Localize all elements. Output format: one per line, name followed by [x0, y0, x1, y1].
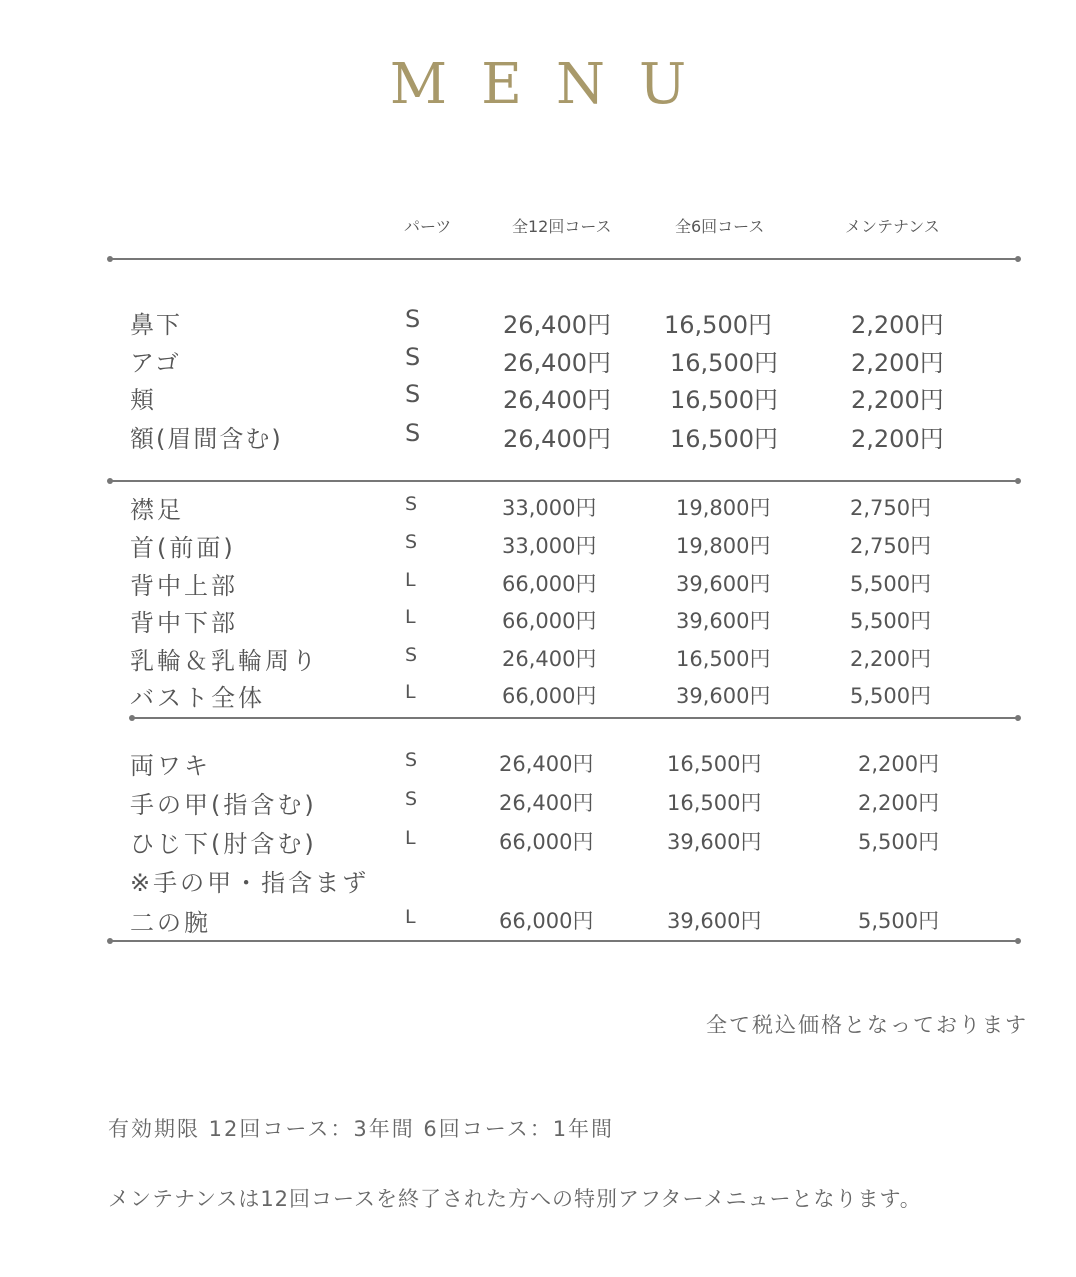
part-size: S — [405, 749, 418, 771]
table-row — [0, 305, 1076, 341]
part-name: 両ワキ — [130, 752, 211, 780]
price-maintenance: 2,200円 — [850, 647, 932, 671]
price-6: 16,500円 — [676, 647, 771, 671]
price-12: 33,000円 — [502, 534, 597, 558]
price-maintenance: 2,200円 — [858, 791, 940, 815]
price-6: 16,500円 — [667, 752, 762, 776]
part-note: ※手の甲・指含まず — [130, 869, 370, 897]
price-6: 39,600円 — [676, 684, 771, 708]
price-maintenance: 5,500円 — [858, 909, 940, 933]
price-12: 26,400円 — [503, 425, 611, 453]
price-maintenance: 2,200円 — [851, 425, 944, 453]
part-name: ひじ下(肘含む) — [130, 830, 317, 858]
price-12: 26,400円 — [503, 386, 611, 414]
menu-title: MENU — [389, 52, 721, 117]
part-name: 乳輪＆乳輪周り — [130, 647, 319, 675]
table-row — [0, 785, 1076, 821]
maintenance-note: メンテナンスは12回コースを終了された方への特別アフターメニューとなります。 — [108, 1187, 922, 1211]
part-size: L — [405, 681, 416, 703]
header-parts: パーツ — [404, 217, 452, 236]
table-row — [0, 490, 1076, 526]
tax-note: 全て税込価格となっております — [706, 1013, 1028, 1037]
price-12: 26,400円 — [499, 791, 594, 815]
part-name: 頬 — [130, 386, 156, 414]
header-maintenance: メンテナンス — [845, 217, 940, 236]
divider-header — [110, 258, 1018, 260]
part-name: 額(眉間含む) — [130, 425, 283, 453]
part-size: S — [405, 380, 421, 408]
price-maintenance: 5,500円 — [850, 609, 932, 633]
part-name: 背中下部 — [130, 609, 238, 637]
price-12: 66,000円 — [499, 909, 594, 933]
table-row — [0, 863, 1076, 899]
part-size: S — [405, 343, 421, 371]
price-12: 26,400円 — [503, 349, 611, 377]
table-row — [0, 419, 1076, 455]
price-maintenance: 2,200円 — [858, 752, 940, 776]
price-12: 66,000円 — [502, 572, 597, 596]
price-12: 66,000円 — [499, 830, 594, 854]
price-maintenance: 5,500円 — [850, 572, 932, 596]
part-size: S — [405, 493, 418, 515]
table-row — [0, 343, 1076, 379]
price-6: 16,500円 — [670, 425, 778, 453]
table-row — [0, 603, 1076, 639]
part-name: 背中上部 — [130, 572, 238, 600]
part-size: S — [405, 644, 418, 666]
price-12: 66,000円 — [502, 609, 597, 633]
price-6: 16,500円 — [670, 349, 778, 377]
price-12: 26,400円 — [499, 752, 594, 776]
price-maintenance: 5,500円 — [858, 830, 940, 854]
price-6: 39,600円 — [676, 572, 771, 596]
validity-note: 有効期限 12回コース：3年間 6回コース：1年間 — [108, 1117, 615, 1141]
part-size: S — [405, 305, 421, 333]
part-name: アゴ — [130, 349, 181, 377]
table-row — [0, 566, 1076, 602]
price-6: 39,600円 — [667, 830, 762, 854]
table-row — [0, 903, 1076, 939]
price-6: 19,800円 — [676, 496, 771, 520]
header-course6: 全6回コース — [675, 217, 765, 236]
table-row — [0, 746, 1076, 782]
table-row — [0, 380, 1076, 416]
part-name: 二の腕 — [130, 909, 211, 937]
part-name: 襟足 — [130, 496, 184, 524]
part-size: S — [405, 419, 421, 447]
part-size: S — [405, 531, 418, 553]
table-row — [0, 528, 1076, 564]
part-name: バスト全体 — [130, 684, 265, 712]
price-6: 39,600円 — [676, 609, 771, 633]
price-maintenance: 2,750円 — [850, 496, 932, 520]
price-6: 16,500円 — [670, 386, 778, 414]
part-size: L — [405, 569, 416, 591]
price-6: 19,800円 — [676, 534, 771, 558]
price-maintenance: 5,500円 — [850, 684, 932, 708]
part-name: 手の甲(指含む) — [130, 791, 317, 819]
part-size: S — [405, 788, 418, 810]
price-12: 66,000円 — [502, 684, 597, 708]
price-maintenance: 2,200円 — [851, 311, 944, 339]
price-12: 26,400円 — [502, 647, 597, 671]
table-row — [0, 678, 1076, 714]
price-maintenance: 2,200円 — [851, 349, 944, 377]
divider-group3 — [110, 940, 1018, 942]
part-size: L — [405, 606, 416, 628]
price-6: 16,500円 — [664, 311, 772, 339]
price-6: 39,600円 — [667, 909, 762, 933]
price-6: 16,500円 — [667, 791, 762, 815]
divider-group2 — [132, 717, 1018, 719]
part-name: 鼻下 — [130, 311, 182, 339]
divider-group1 — [110, 480, 1018, 482]
price-12: 26,400円 — [503, 311, 611, 339]
part-size: L — [405, 827, 416, 849]
table-row — [0, 824, 1076, 860]
part-name: 首(前面) — [130, 534, 236, 562]
table-row — [0, 641, 1076, 677]
price-12: 33,000円 — [502, 496, 597, 520]
price-maintenance: 2,200円 — [851, 386, 944, 414]
header-course12: 全12回コース — [512, 217, 612, 236]
price-maintenance: 2,750円 — [850, 534, 932, 558]
part-size: L — [405, 906, 416, 928]
